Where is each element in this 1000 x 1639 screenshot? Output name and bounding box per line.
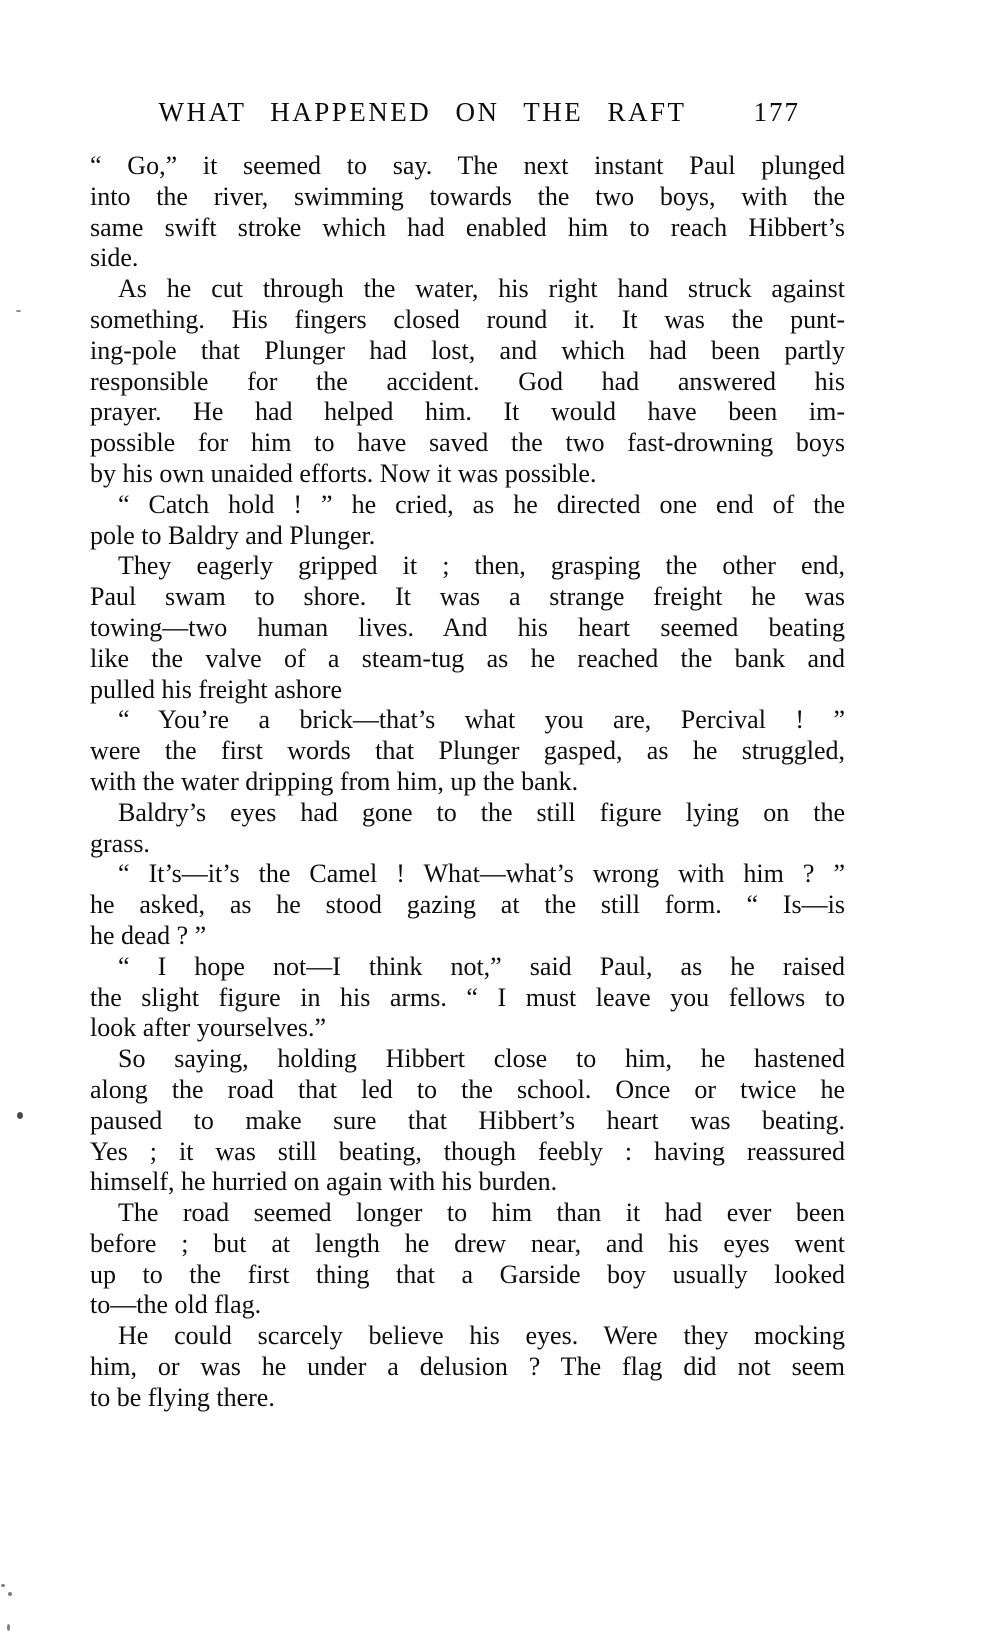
text-line: grass.	[90, 828, 150, 858]
text-line: They eagerly gripped it ; then, grasping the other end,	[118, 551, 845, 581]
page-text	[90, 151, 845, 1414]
paragraph	[90, 490, 845, 552]
paragraph	[90, 798, 845, 860]
text-line: himself, he hurried on again with his burden.	[90, 1167, 558, 1197]
text-line: up to the first thing that a Garside boy usually looked	[90, 1259, 845, 1289]
text-line: to be flying there.	[90, 1382, 275, 1412]
paragraph	[90, 1044, 845, 1198]
text-line: “ I hope not—I think not,” said Paul, as he raised	[118, 951, 845, 981]
text-line: paused to make sure that Hibbert’s heart was beating.	[90, 1105, 845, 1135]
text-line: ing-pole that Plunger had lost, and which had been partly	[90, 335, 845, 365]
paragraph	[90, 551, 845, 705]
text-line: him, or was he under a delusion ? The flag did not seem	[90, 1352, 845, 1382]
page-number: 177	[753, 97, 800, 127]
text-line: Baldry’s eyes had gone to the still figure lying on the	[118, 797, 845, 827]
text-line: were the first words that Plunger gasped, as he struggled,	[90, 736, 845, 766]
text-line: He could scarcely believe his eyes. Were they mocking	[118, 1321, 845, 1351]
text-line: before ; but at length he drew near, and his eyes went	[90, 1228, 845, 1258]
text-line: pulled his freight ashore	[90, 674, 342, 704]
text-line: along the road that led to the school. Once or twice he	[90, 1074, 845, 1104]
text-line: “ It’s—it’s the Camel ! What—what’s wrong with him ? ”	[118, 859, 845, 889]
paragraph	[90, 705, 845, 797]
chapter-title: WHAT HAPPENED ON THE RAFT	[158, 97, 687, 127]
text-line: like the valve of a steam-tug as he reached the bank and	[90, 643, 845, 673]
paragraph	[90, 274, 845, 490]
text-line: Paul swam to shore. It was a strange freight he was	[90, 582, 845, 612]
paragraph	[90, 952, 845, 1044]
scan-artifact	[8, 1592, 12, 1596]
text-line: responsible for the accident. God had answered his	[90, 366, 845, 396]
text-line: possible for him to have saved the two fast-drowning boys	[90, 428, 845, 458]
paragraph	[90, 1321, 845, 1413]
paragraph	[90, 1198, 845, 1321]
text-line: with the water dripping from him, up the bank.	[90, 766, 579, 796]
text-line: “ Catch hold ! ” he cried, as he directed one end of the	[118, 489, 845, 519]
text-line: he dead ? ”	[90, 920, 207, 950]
running-header	[90, 97, 845, 133]
text-line: to—the old flag.	[90, 1290, 262, 1320]
text-line: towing—two human lives. And his heart seemed beating	[90, 612, 845, 642]
scan-artifact	[1, 1584, 5, 1587]
scan-artifact	[17, 1112, 23, 1119]
text-line: the slight figure in his arms. “ I must leave you fellows to	[90, 982, 845, 1012]
text-line: So saying, holding Hibbert close to him, he hastened	[118, 1044, 845, 1074]
paragraph	[90, 859, 845, 951]
text-line: Yes ; it was still beating, though feebly : having reassured	[90, 1136, 845, 1166]
text-line: by his own unaided efforts. Now it was possible.	[90, 458, 597, 488]
text-line: prayer. He had helped him. It would have been im-	[90, 397, 845, 427]
text-line: something. His fingers closed round it. It was the punt-	[90, 304, 845, 334]
paragraph	[90, 151, 845, 274]
text-line: “ You’re a brick—that’s what you are, Percival ! ”	[118, 705, 845, 735]
scan-artifact	[16, 310, 21, 312]
text-line: he asked, as he stood gazing at the still form. “ Is—is	[90, 890, 845, 920]
text-line: side.	[90, 243, 139, 273]
text-line: As he cut through the water, his right hand struck against	[118, 274, 845, 304]
scan-artifact	[7, 1624, 10, 1631]
text-line: The road seemed longer to him than it had ever been	[118, 1198, 845, 1228]
text-line: “ Go,” it seemed to say. The next instant Paul plunged	[90, 151, 845, 180]
text-line: same swift stroke which had enabled him to reach Hibbert’s	[90, 212, 845, 242]
text-line: into the river, swimming towards the two boys, with the	[90, 181, 845, 211]
text-line: pole to Baldry and Plunger.	[90, 520, 376, 550]
text-line: look after yourselves.”	[90, 1013, 327, 1043]
